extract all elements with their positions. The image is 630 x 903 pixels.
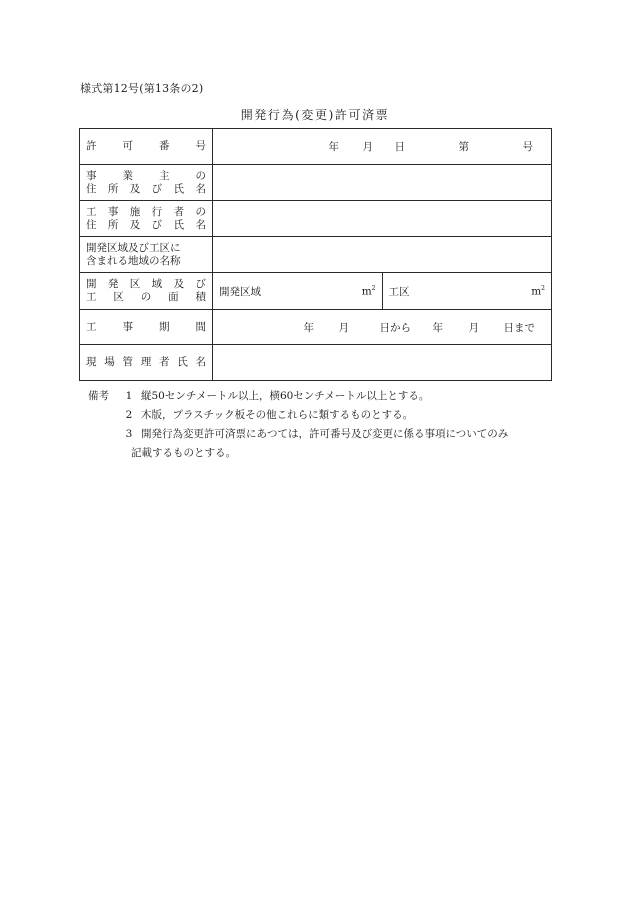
permit-year: 年 [328, 141, 339, 153]
note-continuation: 記載するものとする。 [131, 447, 236, 459]
period-day-until: 日まで [503, 321, 535, 334]
value-area-names [213, 237, 552, 273]
work-area-cell [383, 273, 552, 309]
period-year1: 年 [303, 321, 314, 334]
value-area-size [213, 273, 552, 310]
row-site-manager [80, 345, 552, 381]
permit-month: 月 [362, 141, 373, 153]
notes-heading: 備考 [88, 390, 109, 402]
permit-table [79, 128, 552, 381]
label-permit-number: 許 可 番 号 [80, 129, 213, 165]
value-site-manager [213, 345, 552, 381]
label-business-owner: 事 業 主 の 住 所 及 び 氏 名 [80, 165, 213, 201]
work-area-label: 工区 [388, 285, 410, 298]
permit-dai: 第 [458, 141, 469, 153]
document-title: 開発行為(変更)許可済票 [240, 108, 390, 122]
work-area-unit: $m^2$ [531, 284, 545, 298]
note-item: 2 木版，プラスチック板その他これらに類するものとする。 [125, 409, 414, 421]
label-area-names: 開発区域及び工区に 含まれる地域の名称 [80, 237, 213, 273]
label-site-manager: 現 場 管 理 者 氏 名 [80, 345, 213, 381]
value-period [213, 310, 552, 345]
permit-day: 日 [394, 141, 405, 153]
row-contractor [80, 201, 552, 237]
period-month2: 月 [468, 321, 479, 334]
row-business-owner [80, 165, 552, 201]
value-business-owner [213, 165, 552, 201]
row-permit-number [80, 129, 552, 165]
form-number: 様式第12号(第13条の2) [80, 82, 204, 95]
row-period [80, 310, 552, 345]
period-year2: 年 [432, 321, 443, 334]
row-area-names [80, 237, 552, 273]
period-month1: 月 [338, 321, 349, 334]
permit-go: 号 [522, 141, 533, 153]
note-item: 3 開発行為変更許可済票にあつては，許可番号及び変更に係る事項についてのみ [125, 428, 509, 440]
period-day-from: 日から [379, 321, 411, 334]
label-area-size: 開 発 区 域 及 び 工 区 の 面 積 [80, 273, 213, 310]
label-contractor: 工 事 施 行 者 の 住 所 及 び 氏 名 [80, 201, 213, 237]
value-permit-number [213, 129, 552, 165]
label-period: 工 事 期 間 [80, 310, 213, 345]
note-item: 備考 1 縦50センチメートル以上，横60センチメートル以上とする。 [88, 387, 508, 406]
notes-section [88, 387, 508, 463]
value-contractor [213, 201, 552, 237]
dev-area-unit: $m^2$ [361, 284, 376, 298]
dev-area-cell [213, 273, 383, 309]
row-area-size [80, 273, 552, 310]
dev-area-label: 開発区域 [219, 285, 261, 298]
